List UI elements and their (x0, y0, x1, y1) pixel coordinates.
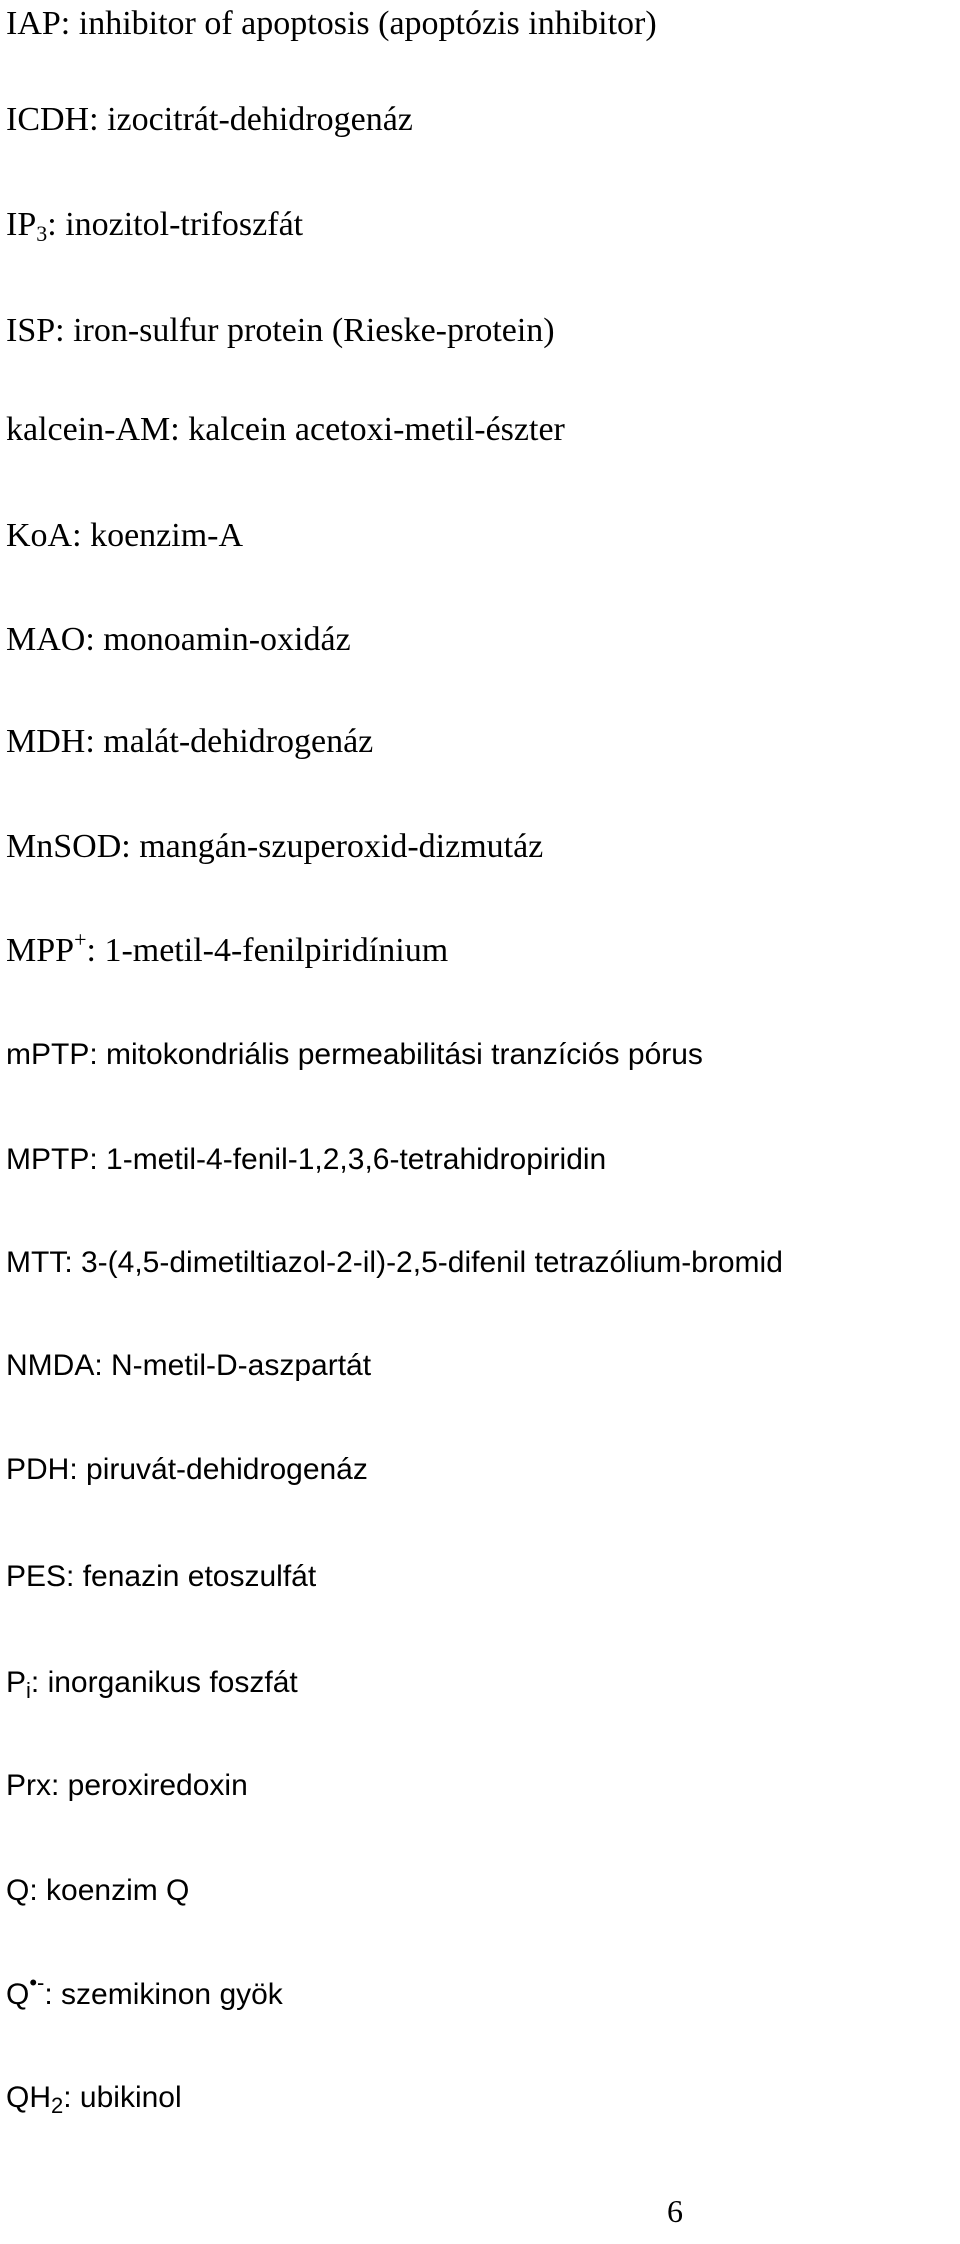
entry-abbr: MDH (6, 723, 86, 760)
entry-prx (6, 1766, 248, 1806)
entry-abbr: ISP (6, 312, 56, 349)
entry-abbr: IAP (6, 5, 61, 42)
entry-def: szemikinon gyök (61, 1978, 283, 2011)
entry-sep: : (64, 1246, 81, 1279)
entry-sep: : (47, 206, 66, 243)
entry-subscript: i (26, 1678, 31, 1703)
entry-sep: : (44, 1978, 62, 2011)
entry-sep: : (86, 932, 105, 969)
entry-def: malát-dehidrogenáz (103, 723, 374, 760)
entry-pes (6, 1557, 316, 1597)
entry-abbr: mPTP (6, 1038, 90, 1071)
entry-abbr: MPP (6, 932, 75, 969)
entry-def: 3-(4,5-dimetiltiazol-2-il)-2,5-difenil tetrazólium-bromid (81, 1246, 783, 1279)
entry-subscript: 2 (51, 2093, 64, 2118)
entry-mao (6, 620, 351, 660)
entry-pdh (6, 1450, 368, 1490)
entry-superscript: •- (29, 1970, 45, 1995)
entry-sep: : (85, 723, 104, 760)
entry-abbr: QH (6, 2081, 51, 2114)
entry-abbr: IP (6, 206, 37, 243)
entry-mpp (6, 927, 449, 971)
entry-sep: : (72, 517, 91, 554)
entry-def: ubikinol (79, 2081, 182, 2114)
entry-def: piruvát-dehidrogenáz (86, 1453, 368, 1486)
entry-abbr: Q (6, 1874, 30, 1907)
entry-abbr: Prx (6, 1769, 51, 1802)
entry-superscript: + (74, 927, 87, 952)
entry-q (6, 1871, 189, 1911)
entry-sep: : (89, 101, 108, 138)
entry-mptp-pore (6, 1035, 703, 1075)
entry-semiquinone (6, 1970, 283, 2015)
entry-sep: : (55, 312, 74, 349)
entry-def: izocitrát-dehidrogenáz (107, 101, 413, 138)
entry-def: 1-metil-4-fenilpiridínium (104, 932, 449, 969)
entry-def: mitokondriális permeabilitási tranzíciós pórus (106, 1038, 703, 1071)
entry-iap (6, 4, 657, 44)
entry-abbr: NMDA (6, 1349, 95, 1382)
entry-def: peroxiredoxin (67, 1769, 248, 1802)
entry-sep: : (170, 411, 189, 448)
page-number: 6 (667, 2193, 683, 2229)
entry-sep: : (94, 1349, 112, 1382)
entry-def: koenzim-A (90, 517, 244, 554)
entry-sep: : (89, 1038, 107, 1071)
entry-sep: : (29, 1874, 47, 1907)
entry-qh2 (6, 2078, 182, 2118)
entry-sep: : (63, 2081, 80, 2114)
entry-mdh (6, 722, 373, 762)
entry-abbr: ICDH (6, 101, 90, 138)
entry-sep: : (121, 828, 140, 865)
entry-def: inhibitor of apoptosis (apoptózis inhibitor) (78, 5, 657, 42)
entry-mptp (6, 1140, 606, 1180)
entry-abbr: Q (6, 1978, 30, 2011)
entry-abbr: kalcein-AM (6, 411, 171, 448)
entry-def: kalcein acetoxi-metil-észter (188, 411, 565, 448)
entry-icdh (6, 100, 413, 140)
entry-def: fenazin etoszulfát (82, 1560, 317, 1593)
entry-sep: : (89, 1143, 107, 1176)
entry-abbr: P (6, 1666, 27, 1699)
entry-sep: : (69, 1453, 87, 1486)
entry-abbr: MAO (6, 621, 86, 658)
entry-abbr: MPTP (6, 1143, 90, 1176)
entry-ip3 (6, 205, 303, 245)
entry-abbr: MnSOD (6, 828, 122, 865)
entry-def: inozitol-trifoszfát (65, 206, 304, 243)
entry-def: monoamin-oxidáz (103, 621, 351, 658)
entry-mnsod (6, 827, 543, 867)
entry-sep: : (85, 621, 104, 658)
entry-sep: : (51, 1769, 68, 1802)
entry-abbr: PES (6, 1560, 67, 1593)
entry-abbr: PDH (6, 1453, 70, 1486)
entry-mtt (6, 1243, 783, 1283)
entry-koa (6, 516, 243, 556)
entry-sep: : (60, 5, 79, 42)
entry-def: mangán-szuperoxid-dizmutáz (139, 828, 544, 865)
entry-pi (6, 1663, 298, 1703)
entry-isp (6, 311, 555, 351)
entry-def: iron-sulfur protein (Rieske-protein) (73, 312, 555, 349)
entry-def: N-metil-D-aszpartát (111, 1349, 372, 1382)
entry-kalcein-am (6, 410, 565, 450)
entry-abbr: KoA (6, 517, 73, 554)
entry-def: koenzim Q (46, 1874, 190, 1907)
entry-def: 1-metil-4-fenil-1,2,3,6-tetrahidropiridin (106, 1143, 607, 1176)
entry-subscript: 3 (36, 221, 48, 246)
entry-nmda (6, 1346, 371, 1386)
entry-abbr: MTT (6, 1246, 65, 1279)
entry-sep: : (30, 1666, 48, 1699)
entry-sep: : (66, 1560, 83, 1593)
entry-def: inorganikus foszfát (47, 1666, 298, 1699)
